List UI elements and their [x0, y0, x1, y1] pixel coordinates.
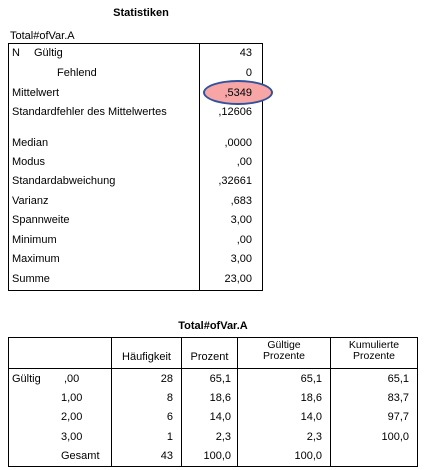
stats-row-label: Median — [12, 137, 49, 149]
freq-cell-gueltige-prozente: 65,1 — [300, 373, 322, 385]
freq-header-gueltige-prozente: Gültige Prozente — [262, 339, 306, 362]
stats-row-value: ,00 — [236, 156, 252, 168]
freq-border-right — [417, 337, 418, 467]
freq-cell-gueltige-prozente: 2,3 — [306, 431, 322, 443]
freq-row-value: Gesamt — [61, 450, 100, 462]
stats-border-bottom — [8, 290, 263, 291]
stats-row-label: Modus — [12, 156, 46, 168]
stats-row-label: Standardabweichung — [12, 175, 116, 187]
freq-border-bottom — [8, 466, 418, 467]
stats-row-label: Spannweite — [12, 214, 70, 226]
stats-row-label: Gültig — [34, 47, 63, 59]
freq-cell-kumulierte-prozente: 100,0 — [381, 431, 409, 443]
stats-n-label: N — [12, 47, 20, 59]
stats-row-value: ,5349 — [224, 87, 252, 99]
freq-cell-prozent: 14,0 — [209, 411, 231, 423]
freq-group-label: Gültig — [12, 373, 41, 385]
stats-row-label: Fehlend — [57, 67, 97, 79]
stats-row-value: 3,00 — [230, 253, 252, 265]
freq-header-separator — [8, 368, 418, 369]
stats-row-label: Varianz — [12, 195, 49, 207]
freq-border-top — [8, 337, 418, 338]
freq-cell-kumulierte-prozente: 97,7 — [387, 411, 409, 423]
freq-row-value: 2,00 — [61, 411, 83, 423]
freq-cell-kumulierte-prozente: 83,7 — [387, 392, 409, 404]
freq-cell-gueltige-prozente: 100,0 — [294, 450, 322, 462]
stats-row-value: ,00 — [236, 234, 252, 246]
freq-cell-haeufigkeit: 8 — [166, 392, 173, 404]
stats-row-label: Standardfehler des Mittelwertes — [12, 106, 167, 118]
stats-title: Statistiken — [113, 7, 169, 19]
freq-cell-prozent: 65,1 — [209, 373, 231, 385]
stats-row-label: Mittelwert — [12, 87, 60, 99]
stats-row-value: ,12606 — [218, 106, 252, 118]
freq-cell-haeufigkeit: 28 — [160, 373, 173, 385]
stats-row-value: 3,00 — [230, 214, 252, 226]
freq-cell-haeufigkeit: 1 — [166, 431, 173, 443]
freq-cell-gueltige-prozente: 14,0 — [300, 411, 322, 423]
freq-cell-prozent: 18,6 — [209, 392, 231, 404]
stats-row-value: 0 — [245, 67, 252, 79]
stats-border-left — [8, 43, 9, 291]
stats-row-value: 23,00 — [224, 273, 252, 285]
stats-row-value: ,32661 — [218, 175, 252, 187]
freq-cell-haeufigkeit: 43 — [160, 450, 173, 462]
stats-variable-label: Total#ofVar.A — [10, 30, 75, 42]
stats-border-top — [8, 43, 263, 44]
stats-row-label: Minimum — [12, 234, 57, 246]
freq-header-prozent: Prozent — [190, 351, 229, 363]
freq-cell-prozent: 2,3 — [215, 431, 231, 443]
freq-header-kumulierte-prozente: Kumulierte Prozente — [348, 339, 400, 362]
stats-row-value: 43 — [239, 47, 252, 59]
freq-border-left — [8, 337, 9, 467]
freq-title: Total#ofVar.A — [178, 320, 248, 332]
freq-header-haeufigkeit: Häufigkeit — [122, 351, 171, 363]
freq-cell-haeufigkeit: 6 — [166, 411, 173, 423]
stats-row-label: Maximum — [12, 253, 60, 265]
stats-row-value: ,683 — [230, 195, 252, 207]
freq-row-value: 1,00 — [61, 392, 83, 404]
stats-row-label: Summe — [12, 273, 50, 285]
freq-cell-prozent: 100,0 — [203, 450, 231, 462]
stats-row-value: ,0000 — [224, 137, 252, 149]
freq-row-value: 3,00 — [61, 431, 83, 443]
stats-border-right — [262, 43, 263, 291]
freq-row-value: ,00 — [64, 373, 80, 385]
freq-cell-gueltige-prozente: 18,6 — [300, 392, 322, 404]
freq-cell-kumulierte-prozente: 65,1 — [387, 373, 409, 385]
